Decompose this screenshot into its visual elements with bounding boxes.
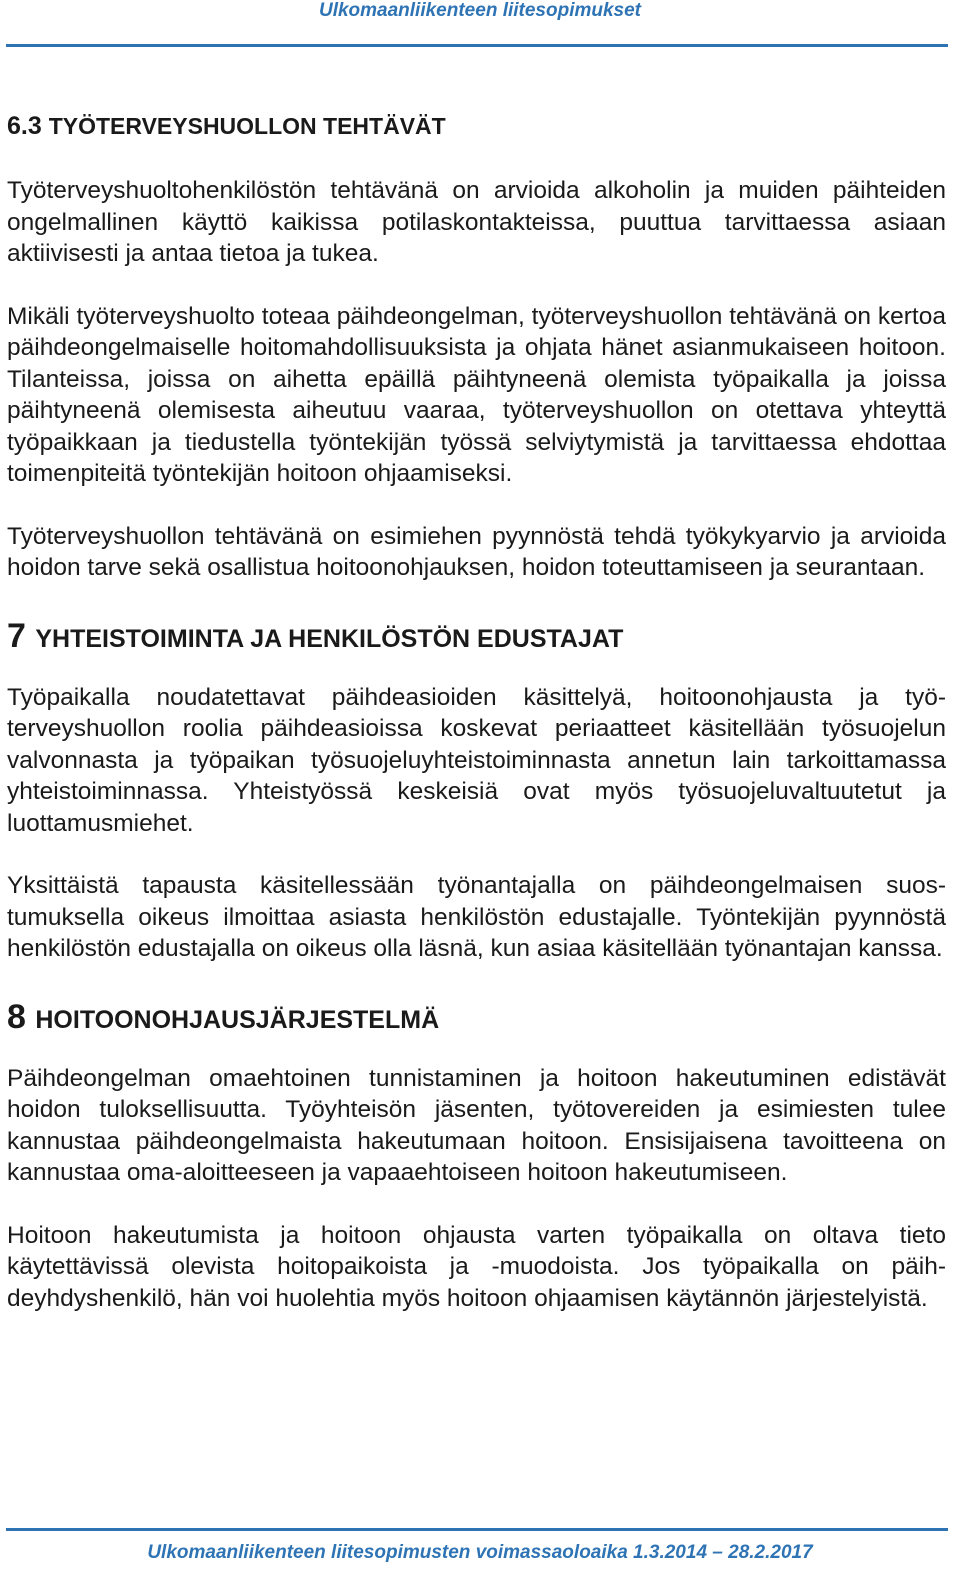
page-header-title: Ulkomaanliikenteen liitesopimukset bbox=[318, 0, 642, 21]
section-number: 6.3 bbox=[7, 112, 42, 140]
document-body bbox=[7, 108, 946, 1314]
header-rule bbox=[6, 44, 948, 47]
paragraph: Yksittäistä tapausta käsitellessään työnantajalla on päihdeongelmaisen suostumuksella oikeus ilmoittaa asiasta henkilöstön edustajalle. Työntekijän pyynnöstä henkilöstön edustajalla on oikeus olla läsnä, kun asiaa käsitellään työnantajan kanssa. bbox=[7, 872, 946, 962]
paragraph: Mikäli työterveyshuolto toteaa päihdeongelman, työterveyshuollon tehtävänä on kertoa päihdeongelmaiselle hoitomahdollisuuksista ja ohjata hänet asianmukaiseen hoitoon. Tilanteissa, joissa on aihetta epäillä päihtyneenä olemista työpaikalla ja joissa päihtyneenä olemisesta aiheutuu vaaraa, työterveyshuollon on otettava yhteyttä työpaikkaan ja tiedustella työntekijän työssä selviytymistä ja tarvittaessa ehdottaa toimenpiteitä työntekijän hoitoon ohjaamiseksi. bbox=[7, 302, 946, 487]
section-number: 7 bbox=[7, 616, 26, 655]
footer-rule bbox=[6, 1528, 948, 1531]
page-footer-title: Ulkomaanliikenteen liitesopimusten voimassaoloaika 1.3.2014 – 28.2.2017 bbox=[147, 1542, 813, 1563]
paragraph: Työpaikalla noudatettavat päihdeasioiden käsittelyä, hoitoonohjausta ja työterveyshuollon roolia päihdeasioissa koskevat periaatteet käsitellään työsuojelun valvonnasta ja työpaikan työsuojeluyhteistoiminnasta annetun lain tarkoittamassa yhteistoiminnassa. Yhteistyössä keskeisiä ovat myös työsuojeluvaltuutetut ja luottamusmiehet. bbox=[7, 683, 946, 837]
paragraph: Työterveyshuollon tehtävänä on esimiehen pyynnöstä tehdä työkykyarvio ja arvioida hoidon tarve sekä osallistua hoitoonohjauksen, hoidon toteuttamiseen ja seurantaan. bbox=[7, 522, 946, 581]
section-heading-8 bbox=[7, 996, 946, 1041]
section-title: YHTEISTOIMINTA JA HENKILÖSTÖN EDUSTAJAT bbox=[35, 624, 624, 653]
paragraph: Päihdeongelman omaehtoinen tunnistaminen ja hoitoon hakeutuminen edistävät hoidon tuloksellisuutta. Työyhteisön jäsenten, työtovereiden ja esimiesten tulee kannustaa päihdeongelmaista hakeutumaan hoitoon. Ensisijaisena tavoitteena on kannustaa oma-aloitteeseen ja vapaaehtoiseen hoitoon hakeutumiseen. bbox=[7, 1064, 946, 1186]
section-number: 8 bbox=[7, 997, 26, 1036]
section-title: TYÖTERVEYSHUOLLON TEHTÄVÄT bbox=[48, 113, 446, 139]
paragraph: Työterveyshuoltohenkilöstön tehtävänä on arvioida alkoholin ja muiden päihteiden ongelmallinen käyttö kaikissa potilaskontakteissa, puuttua tarvittaessa asiaan aktiivisesti ja antaa tietoa ja tukea. bbox=[7, 177, 946, 267]
section-heading-6-3 bbox=[7, 108, 946, 144]
section-title: HOITOONOHJAUSJÄRJESTELMÄ bbox=[35, 1005, 440, 1034]
paragraph: Hoitoon hakeutumista ja hoitoon ohjausta varten työpaikalla on oltava tieto käytettävissä olevista hoitopaikoista ja -muodoista. Jos työpaikalla on päihdeyhdyshenkilö, hän voi huolehtia myös hoitoon ohjaamisen käytännön järjestelyistä. bbox=[7, 1221, 946, 1312]
section-heading-7 bbox=[7, 615, 946, 660]
